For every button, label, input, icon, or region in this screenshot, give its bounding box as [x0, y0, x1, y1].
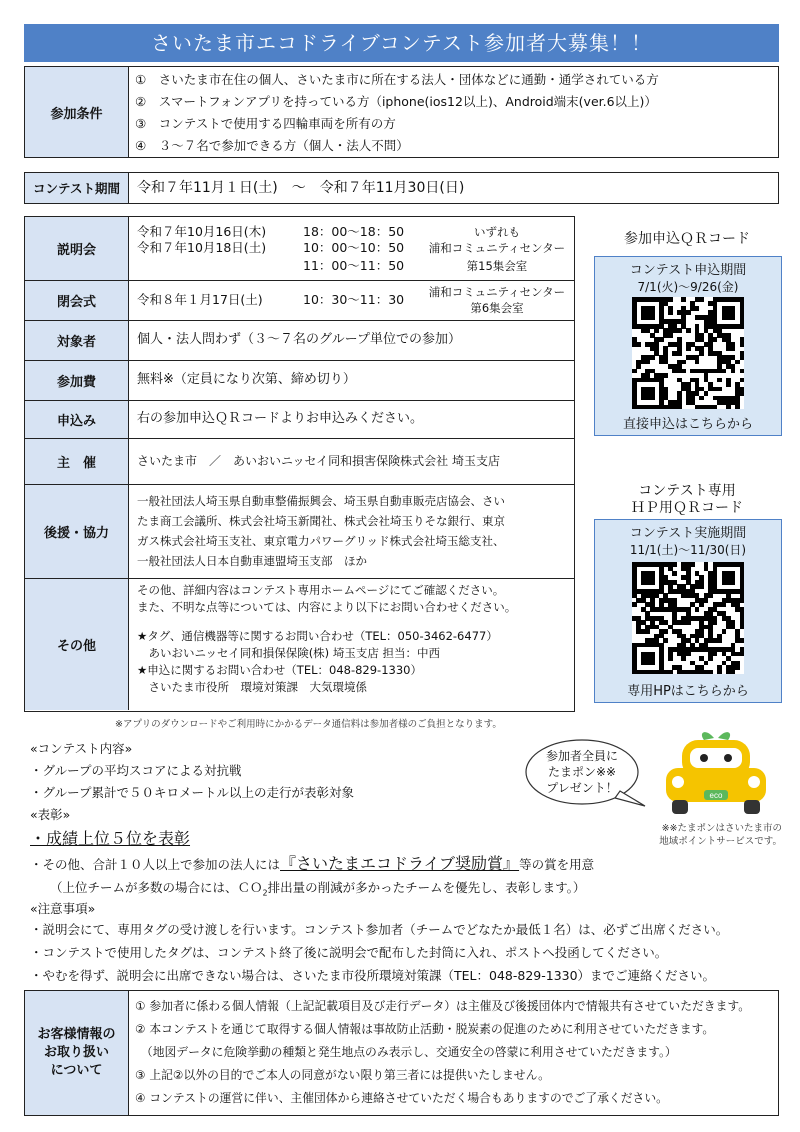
other-label: その他	[25, 579, 129, 710]
condition-item: ③ コンテストで使用する四輪車両を所有の方	[135, 116, 396, 131]
qr-module	[681, 656, 686, 661]
content-section	[30, 738, 594, 905]
tamapon-note: ※※たまポンはさいたま市の 地域ポイントサービスです。	[659, 823, 782, 847]
qr-module	[708, 670, 713, 675]
conditions-label: 参加条件	[25, 67, 129, 157]
apply-label: 申込み	[25, 401, 129, 438]
qr-module	[632, 369, 637, 374]
fee-value: 無料※（定員になり次第、締め切り）	[137, 372, 356, 387]
target-value: 個人・法人問わず（３～７名のグループ単位での参加）	[137, 332, 461, 347]
bubble-text: 参加者全員に たまポン※※ プレゼント！	[545, 749, 618, 795]
privacy-item: （地図データに危険挙動の種類と発生地点のみ表示し、交通安全の啓蒙に利用させていただきます。）	[135, 1045, 677, 1059]
qr1-caption[interactable]: 直接申込はこちらから	[622, 417, 753, 432]
prize-name: 『さいたまエコドライブ奨励賞』	[280, 854, 520, 873]
qr-module	[731, 580, 736, 585]
qr-module	[731, 315, 736, 320]
qr-module	[731, 346, 736, 351]
qr-module	[740, 391, 745, 396]
closing-venue: 第6集会室	[470, 301, 524, 315]
qr-module	[708, 656, 713, 661]
condition-item: ④ ３～７名で参加できる方（個人・法人不問）	[135, 138, 409, 153]
notes-section	[30, 900, 728, 987]
qr-module	[717, 378, 722, 383]
privacy-list	[135, 995, 750, 1110]
qr-module	[668, 670, 673, 675]
qr-module	[717, 638, 722, 643]
other-line: ★タグ、通信機器等に関するお問い合わせ（TEL：050-3462-6477）	[137, 629, 498, 643]
apply-value: 右の参加申込ＱＲコードよりお申込みください。	[137, 411, 424, 426]
award-heading: «表彰»	[30, 807, 71, 822]
qr-module	[695, 360, 700, 365]
briefing-venue: いずれも	[474, 225, 520, 239]
qr-module	[668, 333, 673, 338]
organizer-label: 主 催	[25, 439, 129, 484]
condition-item: ① さいたま市在住の個人、さいたま市に所在する法人・団体などに通勤・通学されている方	[135, 72, 659, 87]
qr-module	[740, 342, 745, 347]
qr-module	[663, 373, 668, 378]
qr-module	[735, 360, 740, 365]
qr2-heading: ＨＰ用ＱＲコード	[631, 500, 743, 516]
qr-module	[699, 351, 704, 356]
eco-badge: eco	[709, 791, 723, 800]
qr-module	[677, 351, 682, 356]
condition-item: ② スマートフォンアプリを持っている方（iphone(ios12以上)、Android端末(ver.6以上)）	[135, 94, 657, 109]
qr-module	[740, 598, 745, 603]
qr-module	[722, 602, 727, 607]
qr1-panel	[594, 256, 782, 436]
content-item: ・グループ累計で５０キロメートル以上の走行が表彰対象	[30, 785, 355, 800]
qr-module	[686, 328, 691, 333]
qr2-code[interactable]	[632, 562, 744, 674]
privacy-item: ③ 上記②以外の目的でご本人の同意がない限り第三者には提供いたしません。	[135, 1068, 550, 1082]
qr-module	[659, 337, 664, 342]
qr-module	[740, 324, 745, 329]
other-row	[25, 579, 574, 710]
qr-module	[636, 342, 641, 347]
qr-module	[654, 328, 659, 333]
qr-module	[645, 360, 650, 365]
qr-module	[704, 661, 709, 666]
support-line: 一般社団法人埼玉県自動車整備振興会、埼玉県自動車販売店協会、さい	[137, 494, 505, 508]
qr-module	[713, 405, 718, 410]
qr-module	[668, 297, 673, 302]
qr-module	[632, 602, 637, 607]
privacy-item: ② 本コンテストを通じて取得する個人情報は事故防止活動・脱炭素の促進のために利用させていただきます。	[135, 1022, 715, 1036]
qr-module	[686, 310, 691, 315]
briefing-label: 説明会	[25, 217, 129, 280]
notes-heading: «注意事項»	[30, 901, 96, 916]
notes-item: ・説明会にて、専用タグの受け渡しを行います。コンテスト参加者（チームでどなたか最低１名）は、必ずご出席ください。	[30, 922, 729, 937]
qr2-caption[interactable]: 専用HPはこちらから	[627, 684, 749, 699]
privacy-item: ④ コンテストの運営に伴い、主催団体から連絡させていただく場合もありますのでご了承ください。	[135, 1091, 668, 1105]
period-box	[24, 172, 779, 204]
target-row	[25, 321, 574, 361]
qr-module	[726, 405, 731, 410]
notes-item: ・コンテストで使用したタグは、コンテスト終了後に説明会で配布した封筒に入れ、ポストへ投函してください。	[30, 945, 668, 960]
qr-module	[668, 310, 673, 315]
footnote: ※アプリのダウンロードやご利用時にかかるデータ通信料は参加者様のご負担となります。	[115, 719, 502, 730]
qr-module	[713, 620, 718, 625]
qr-module	[740, 638, 745, 643]
period-label: コンテスト期間	[25, 173, 129, 203]
fee-label: 参加費	[25, 361, 129, 400]
organizer-value: さいたま市 ／ あいおいニッセイ同和損害保険株式会社 埼玉支店	[137, 454, 500, 468]
qr-module	[690, 562, 695, 567]
page-title: さいたま市エコドライブコンテスト参加者大募集！！	[24, 24, 779, 62]
qr-module	[650, 396, 655, 401]
support-label: 後援・協力	[25, 485, 129, 578]
qr2-period-label: コンテスト実施期間	[629, 526, 747, 541]
other-line: あいおいニッセイ同和損保保険(株) 埼玉支店 担当：中西	[137, 646, 440, 660]
qr1-code[interactable]	[632, 297, 744, 409]
other-line: ★申込に関するお問い合わせ（TEL：048-829-1330）	[137, 663, 422, 677]
other-line: さいたま市役所 環境対策課 大気環境係	[137, 680, 367, 694]
qr-module	[650, 661, 655, 666]
qr-module	[699, 602, 704, 607]
qr-module	[722, 369, 727, 374]
qr-module	[686, 652, 691, 657]
qr-module	[695, 607, 700, 612]
award-note: （上位チームが多数の場合には、ＣＯ$_2$排出量の削減が多かったチームを優先し、表彰します。）	[50, 880, 586, 898]
award-other: ・その他、合計１０人以上で参加の法人には『さいたまエコドライブ奨励賞』等の賞を用意	[30, 854, 595, 873]
closing-date: 令和８年１月17日(土)	[137, 292, 263, 307]
notes-item: ・やむを得ず、説明会に出席できない場合は、さいたま市役所環境対策課（TEL：048-829-1330）までご連絡ください。	[30, 968, 716, 983]
qr-module	[677, 405, 682, 410]
content-heading: «コンテスト内容»	[30, 741, 133, 756]
qr-module	[735, 405, 740, 410]
qr-module	[650, 355, 655, 360]
privacy-item: ① 参加者に係わる個人情報（上記記載項目及び走行データ）は主催及び後援団体内で情報共有させていただきます。	[135, 999, 751, 1013]
qr-module	[686, 620, 691, 625]
qr2-panel	[594, 519, 782, 703]
closing-venue: 浦和コミュニティセンター	[428, 285, 566, 299]
briefing-time: 10：00～10：50	[303, 240, 405, 255]
qr-module	[645, 629, 650, 634]
closing-row	[25, 281, 574, 321]
award-top: ・成績上位５位を表彰	[30, 829, 191, 848]
conditions-box	[24, 66, 779, 158]
qr-module	[717, 387, 722, 392]
other-line: また、不明な点等については、内容により以下にお問い合わせください。	[137, 600, 517, 614]
closing-time: 10：30～11：30	[303, 292, 405, 307]
content-item: ・グループの平均スコアによる対抗戦	[30, 763, 242, 778]
briefing-date: 令和７年10月16日(木)	[137, 224, 267, 239]
qr-module	[717, 670, 722, 675]
qr-module	[699, 584, 704, 589]
closing-label: 閉会式	[25, 281, 129, 320]
briefing-time: 11：00～11：50	[303, 258, 405, 273]
qr2-period: 11/1(土)～11/30(日)	[629, 543, 747, 557]
qr-module	[650, 580, 655, 585]
qr-module	[735, 665, 740, 670]
briefing-row	[25, 217, 574, 281]
briefing-time: 18：00～18：50	[303, 224, 405, 239]
qr-module	[695, 306, 700, 311]
details-table	[24, 216, 575, 712]
qr-module	[668, 656, 673, 661]
eco-car-icon	[656, 722, 776, 822]
qr-module	[722, 629, 727, 634]
qr-module	[650, 315, 655, 320]
qr-module	[681, 297, 686, 302]
qr-module	[663, 629, 668, 634]
qr-module	[740, 652, 745, 657]
qr-module	[740, 369, 745, 374]
conditions-list	[135, 69, 659, 157]
briefing-date: 令和７年10月18日(土)	[137, 240, 267, 255]
qr-module	[704, 598, 709, 603]
qr-module	[740, 625, 745, 630]
qr-module	[726, 382, 731, 387]
briefing-venue: 浦和コミュニティセンター	[428, 241, 566, 255]
qr1-heading: 参加申込ＱＲコード	[624, 231, 750, 247]
qr-module	[740, 378, 745, 383]
qr-module	[731, 369, 736, 374]
qr2-heading: コンテスト専用	[638, 483, 736, 499]
qr-module	[636, 364, 641, 369]
organizer-row	[25, 439, 574, 485]
qr-module	[713, 652, 718, 657]
target-label: 対象者	[25, 321, 129, 360]
other-line: その他、詳細内容はコンテスト専用ホームページにてご確認ください。	[137, 583, 505, 597]
privacy-label: お客様情報の お取り扱い について	[25, 991, 129, 1115]
qr-module	[677, 328, 682, 333]
qr-module	[681, 369, 686, 374]
briefing-venue: 第15集会室	[466, 259, 528, 273]
support-line: ガス株式会社埼玉支社、東京電力パワーグリッド株式会社埼玉総支社、	[137, 534, 505, 548]
qr1-period: 7/1(火)～9/26(金)	[637, 280, 739, 294]
qr-module	[663, 638, 668, 643]
qr-module	[672, 571, 677, 576]
qr-module	[740, 355, 745, 360]
support-line: 一般社団法人日本自動車連盟埼玉支部 ほか	[137, 554, 367, 568]
privacy-box	[24, 990, 779, 1116]
qr-module	[713, 337, 718, 342]
qr-module	[672, 562, 677, 567]
qr-module	[699, 396, 704, 401]
qr1-period-label: コンテスト申込期間	[629, 263, 747, 278]
qr-module	[704, 391, 709, 396]
qr-module	[699, 297, 704, 302]
apply-row	[25, 401, 574, 439]
period-value: 令和７年11月１日(土) ～ 令和７年11月30日(日)	[137, 180, 465, 196]
qr-module	[731, 670, 736, 675]
support-row	[25, 485, 574, 579]
qr-module	[681, 360, 686, 365]
fee-row	[25, 361, 574, 401]
qr-module	[686, 346, 691, 351]
qr-module	[708, 593, 713, 598]
support-line: たま商工会議所、株式会社埼玉新聞社、株式会社埼玉りそな銀行、東京	[137, 514, 505, 528]
